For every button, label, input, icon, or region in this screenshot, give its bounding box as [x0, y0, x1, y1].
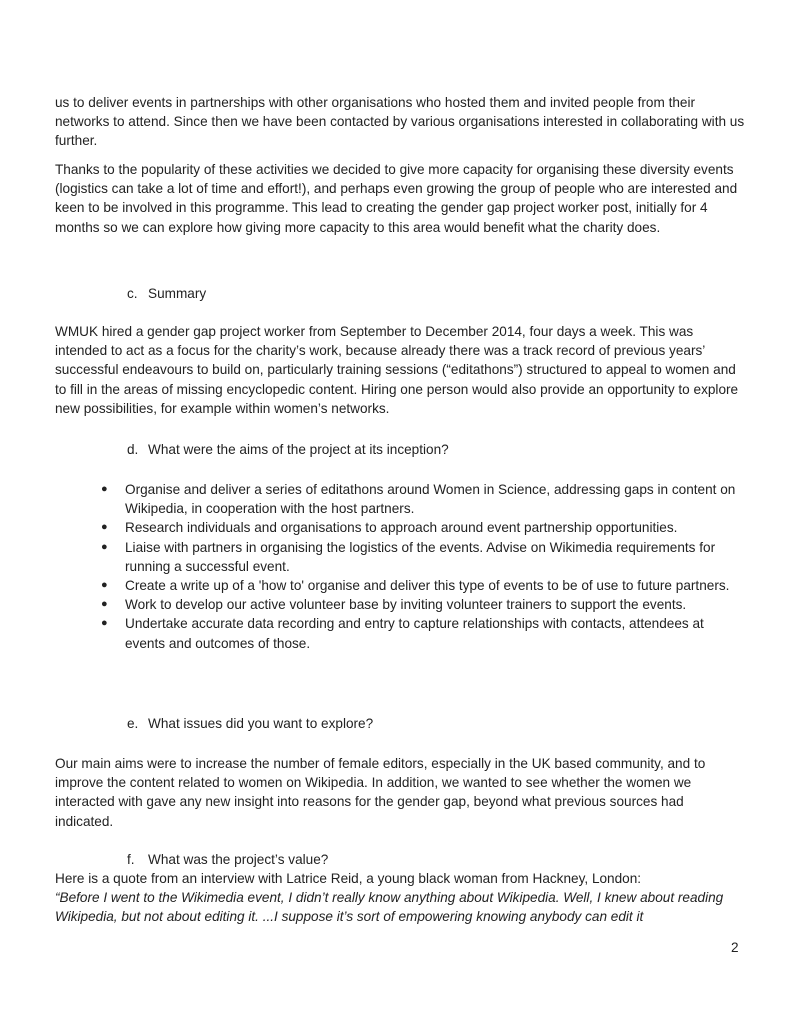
list-item: [55, 480, 745, 518]
heading-value: [127, 850, 328, 869]
list-item: [55, 595, 745, 614]
heading-value-text: What was the project’s value?: [148, 852, 329, 867]
paragraph-issues: Our main aims were to increase the number of female editors, especially in the UK based community, and to improve the content related to women on Wikipedia. In addition, we wanted to see whether the women we interacted with gave any new insight into reasons for the gender gap, beyond what previous sources had indicated.: [55, 756, 706, 829]
heading-value-marker: f.: [127, 852, 135, 867]
paragraph-summary: WMUK hired a gender gap project worker from September to December 2014, four days a week. This was intended to act as a focus for the charity’s work, because already there was a track record of previous years’ successful endeavours to build on, particularly training sessions (“editathons”) structured to appeal to women and to fill in the areas of missing encyclopedic content. Hiring one person would also provide an opportunity to explore new possibilities, for example within women’s networks.: [55, 324, 739, 416]
list-item: [55, 576, 745, 595]
bullet-icon: ●: [101, 617, 108, 630]
list-item-text: Undertake accurate data recording and entry to capture relationships with contacts, attendees at events and outcomes of those.: [125, 616, 704, 651]
list-item: [55, 614, 745, 652]
heading-issues-text: What issues did you want to explore?: [148, 716, 374, 731]
list-item-text: Research individuals and organisations to approach around event partnership opportunities.: [125, 520, 678, 536]
heading-summary-text: Summary: [148, 286, 207, 301]
list-item: [55, 518, 745, 537]
bullet-icon: ●: [101, 483, 108, 495]
bullet-icon: ●: [101, 540, 108, 553]
page-number: 2: [731, 940, 739, 955]
quote-text: “Before I went to the Wikimedia event, I didn’t really know anything about Wikipedia. Well, I knew about reading Wikipedia, but not about editing it. ...I suppose it’s sort of empowering knowing anybody can edit it: [55, 890, 724, 925]
bullet-icon: ●: [101, 579, 108, 592]
bullet-icon: ●: [101, 598, 108, 611]
heading-aims: [127, 440, 449, 459]
bullet-icon: ●: [101, 521, 108, 534]
paragraph-partnerships: us to deliver events in partnerships with other organisations who hosted them and invited people from their networks to attend. Since then we have been contacted by various organisations interested in collaborating with us further.: [55, 95, 745, 149]
list-item-text: Liaise with partners in organising the logistics of the events. Advise on Wikimedia requirements for running a successful event.: [125, 539, 716, 574]
heading-aims-marker: d.: [127, 442, 139, 457]
aims-bullet-list: [55, 480, 745, 653]
heading-aims-text: What were the aims of the project at its inception?: [148, 442, 449, 457]
list-item-text: Organise and deliver a series of editathons around Women in Science, addressing gaps in content on Wikipedia, in cooperation with the host partners.: [125, 482, 736, 517]
heading-issues: [127, 714, 373, 733]
paragraph-quote-intro: Here is a quote from an interview with Latrice Reid, a young black woman from Hackney, London:: [55, 871, 642, 886]
list-item-text: Work to develop our active volunteer base by inviting volunteer trainers to support the events.: [125, 597, 687, 613]
heading-summary: [127, 284, 206, 303]
list-item: [55, 538, 745, 576]
list-item-text: Create a write up of a 'how to' organise and deliver this type of events to be of use to future partners.: [125, 578, 730, 594]
paragraph-capacity: Thanks to the popularity of these activities we decided to give more capacity for organising these diversity events (logistics can take a lot of time and effort!), and perhaps even growing the group of people who are interested and keen to be involved in this programme. This lead to creating the gender gap project worker post, initially for 4 months so we can explore how giving more capacity to this area would benefit what the charity does.: [55, 162, 738, 235]
heading-issues-marker: e.: [127, 716, 139, 731]
heading-summary-marker: c.: [127, 286, 138, 301]
